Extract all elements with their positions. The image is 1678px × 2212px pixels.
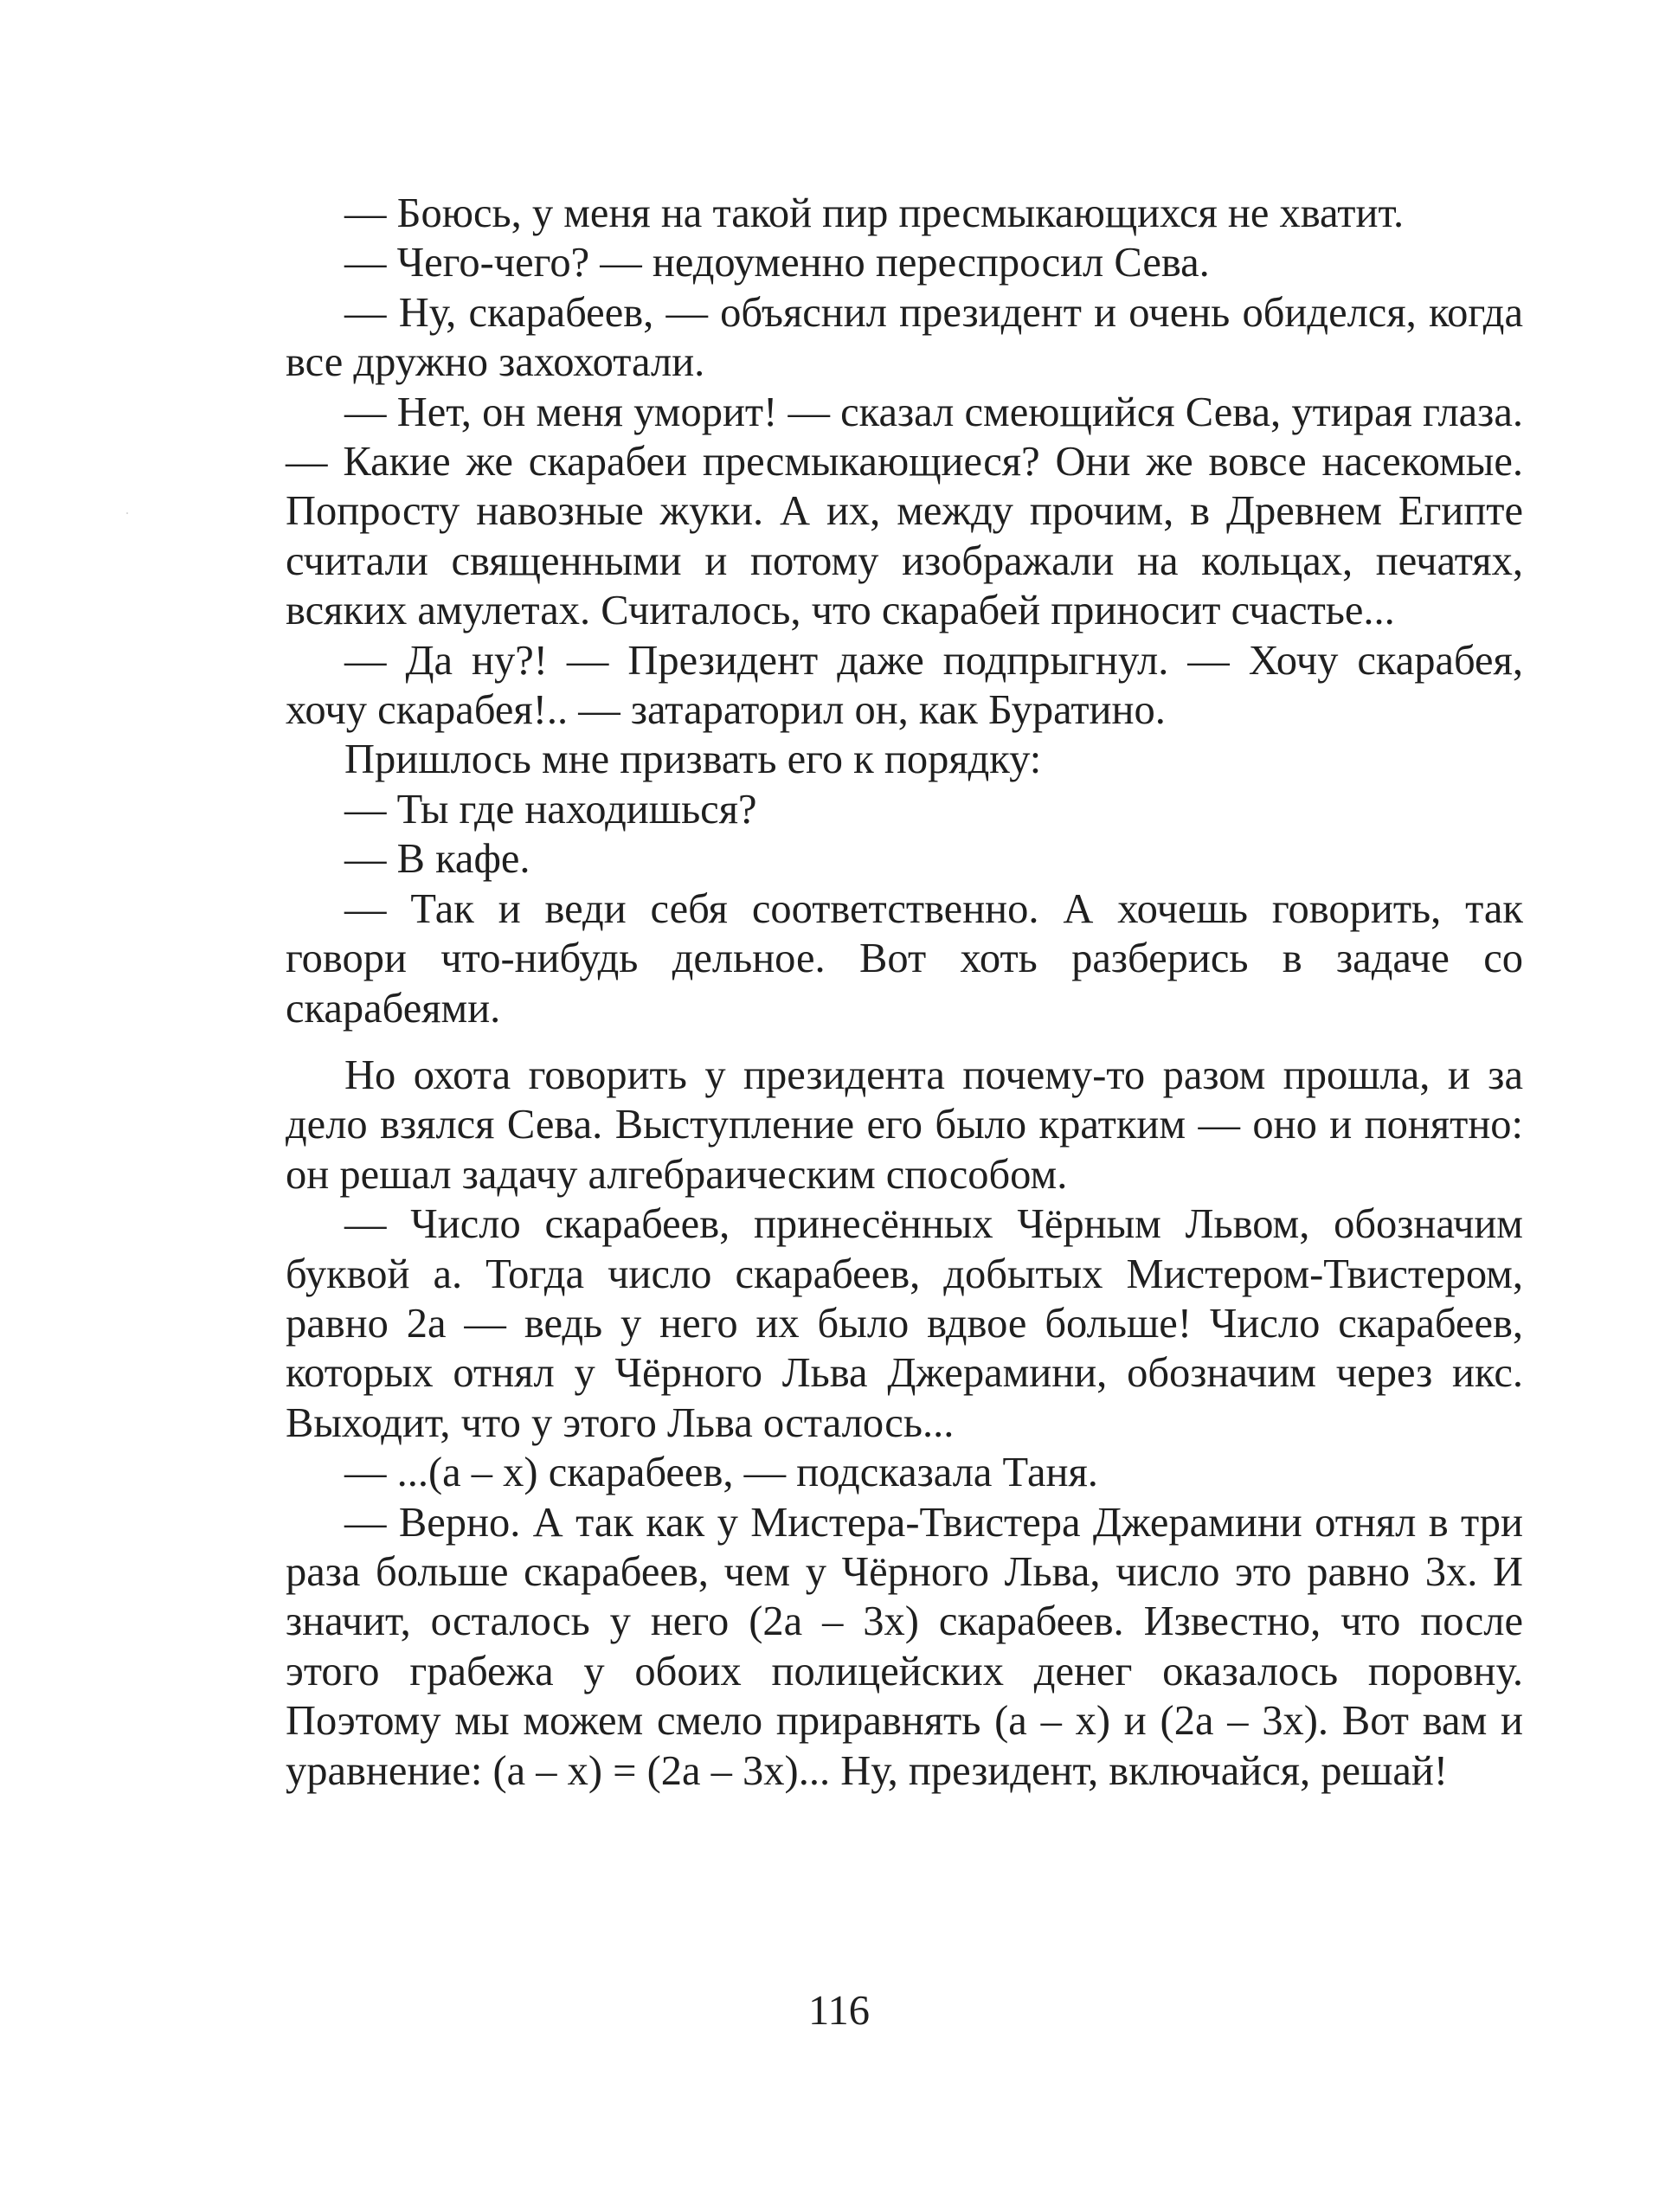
page-number: 116: [808, 1988, 870, 2034]
body-text: [286, 189, 1523, 1796]
paragraph: — Число скарабеев, принесённых Чёрным Львом, обозначим буквой a. Тогда число скарабеев, добытых Мистером-Твистером, равно 2a — ведь у него их было вдвое больше! Число скарабеев, которых отнял у Чёрного Льва Джерамини, обозначим через икс. Выходит, что у этого Льва осталось...: [286, 1201, 1523, 1446]
paragraph: — Боюсь, у меня на такой пир пресмыкающихся не хватит.: [344, 190, 1405, 236]
paragraph: — ...(a – x) скарабеев, — подсказала Таня.: [344, 1450, 1098, 1496]
print-speck: [126, 512, 128, 514]
paragraph: — В кафе.: [344, 836, 530, 883]
paragraph: Пришлось мне призвать его к порядку:: [344, 736, 1042, 783]
paragraph: — Чего-чего? — недоуменно переспросил Сева.: [344, 240, 1210, 286]
paragraph: — Так и веди себя соответственно. А хочешь говорить, так говори что-нибудь дельное. Вот хоть разберись в задаче со скарабеями.: [286, 885, 1523, 1032]
paragraph: Но охота говорить у президента почему-то разом прошла, и за дело взялся Сева. Выступление его было кратким — оно и понятно: он решал задачу алгебраическим способом.: [286, 1051, 1523, 1198]
paragraph: — Нет, он меня уморит! — сказал смеющийся Сева, утирая глаза. — Какие же скарабеи пресмыкающиеся? Они же вовсе насекомые. Попросту навозные жуки. А их, между прочим, в Древнем Египте считали священными и потому изображали на кольцах, печатях, всяких амулетах. Считалось, что скарабей приносит счастье...: [286, 389, 1523, 634]
paragraph: — Ну, скарабеев, — объяснил президент и очень обиделся, когда все дружно захохотали.: [286, 289, 1523, 386]
paragraph: — Да ну?! — Президент даже подпрыгнул. — Хочу скарабея, хочу скарабея!.. — затараторил он, как Буратино.: [286, 637, 1523, 734]
paragraph: — Верно. А так как у Мистера-Твистера Джерамини отнял в три раза больше скарабеев, чем у Чёрного Льва, число это равно 3x. И значит, осталось у него (2a – 3x) скарабеев. Известно, что после этого грабежа у обоих полицейских денег оказалось поровну. Поэтому мы можем смело приравнять (a – x) и (2a – 3x). Вот вам и уравнение: (a – x) = (2a – 3x)... Ну, президент, включайся, решай!: [286, 1499, 1523, 1794]
paragraph: — Ты где находишься?: [344, 786, 757, 833]
